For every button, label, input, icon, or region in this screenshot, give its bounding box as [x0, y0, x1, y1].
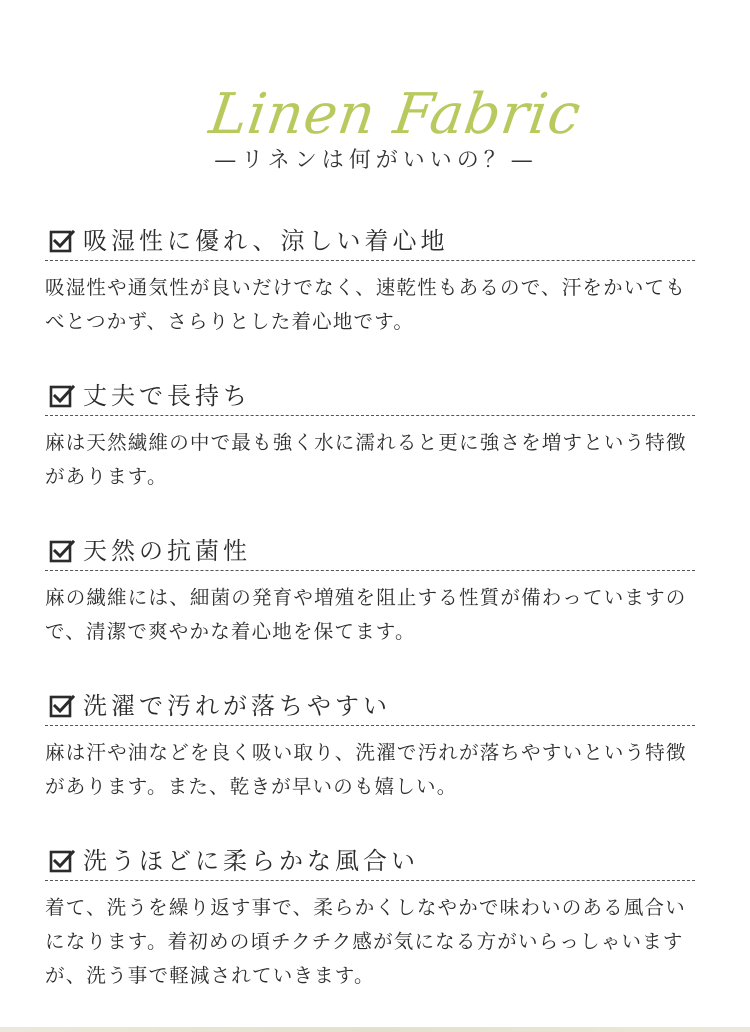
feature-body: 麻の繊維には、細菌の発育や増殖を阻止する性質が備わっていますので、清潔で爽やかな着心地を保てます。	[45, 586, 687, 643]
feature-heading	[45, 377, 695, 416]
feature-heading-text: 丈夫で長持ち	[83, 382, 251, 410]
feature-heading-text: 天然の抗菌性	[83, 537, 251, 565]
feature-section	[45, 532, 695, 687]
feature-heading	[45, 687, 695, 726]
feature-heading	[45, 222, 695, 261]
feature-body: 麻は天然繊維の中で最も強く水に濡れると更に強さを増すという特徴があります。	[45, 431, 687, 488]
page-title: Linen Fabric	[205, 82, 585, 147]
feature-heading	[45, 842, 695, 881]
feature-body: 着て、洗うを繰り返す事で、柔らかくしなやかで味わいのある風合いになります。着初めの頃チクチク感が気になる方がいらっしゃいますが、洗う事で軽減されていきます。	[45, 896, 686, 987]
checkbox-checked-icon	[49, 693, 75, 719]
header	[0, 82, 750, 176]
checkbox-checked-icon	[49, 383, 75, 409]
bottom-divider	[0, 1027, 750, 1032]
feature-list	[45, 222, 695, 1012]
feature-heading-text: 洗うほどに柔らかな風合い	[83, 847, 419, 875]
feature-section	[45, 842, 695, 1012]
checkbox-checked-icon	[49, 538, 75, 564]
feature-heading	[45, 532, 695, 571]
feature-section	[45, 222, 695, 377]
feature-body: 吸湿性や通気性が良いだけでなく、速乾性もあるので、汗をかいてもべとつかず、さらりとした着心地です。	[45, 276, 686, 333]
feature-body: 麻は汗や油などを良く吸い取り、洗濯で汚れが落ちやすいという特徴があります。また、乾きが早いのも嬉しい。	[45, 741, 687, 798]
feature-heading-text: 吸湿性に優れ、涼しい着心地	[83, 227, 449, 255]
checkbox-checked-icon	[49, 848, 75, 874]
feature-section	[45, 687, 695, 842]
checkbox-checked-icon	[49, 228, 75, 254]
feature-heading-text: 洗濯で汚れが落ちやすい	[83, 692, 391, 720]
feature-section	[45, 377, 695, 532]
page-subtitle: —リネンは何がいいの？—	[214, 148, 538, 173]
